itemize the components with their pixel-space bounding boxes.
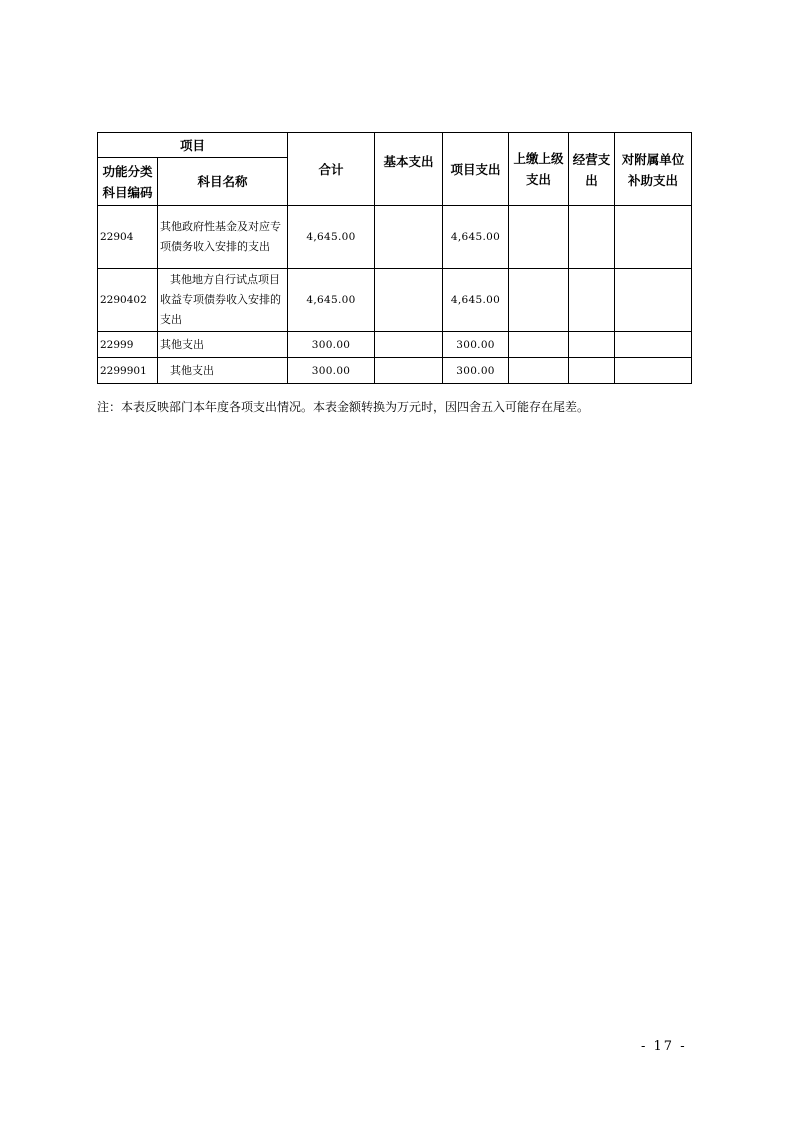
header-name: 科目名称 — [158, 158, 288, 206]
expenditure-table — [97, 132, 692, 384]
row-project: 300.00 — [443, 358, 509, 384]
row-name: 其他政府性基金及对应专项债务收入安排的支出 — [158, 206, 288, 269]
row-business — [569, 358, 615, 384]
row-business — [569, 206, 615, 269]
row-total: 4,645.00 — [288, 269, 375, 332]
row-business — [569, 269, 615, 332]
table-row — [98, 206, 692, 269]
table-footnote: 注：本表反映部门本年度各项支出情况。本表金额转换为万元时，因四舍五入可能存在尾差。 — [97, 400, 590, 414]
row-upper — [509, 332, 569, 358]
row-upper — [509, 358, 569, 384]
row-upper — [509, 206, 569, 269]
header-basic: 基本支出 — [375, 133, 443, 206]
row-business — [569, 332, 615, 358]
row-code: 22999 — [98, 332, 158, 358]
row-project: 4,645.00 — [443, 206, 509, 269]
row-project: 4,645.00 — [443, 269, 509, 332]
row-subsidy — [615, 332, 692, 358]
expenditure-table-container — [97, 132, 691, 384]
row-name-text: 其他地方自行试点项目收益专项债券收入安排的支出 — [160, 273, 281, 326]
row-code: 2290402 — [98, 269, 158, 332]
header-total: 合计 — [288, 133, 375, 206]
row-subsidy — [615, 206, 692, 269]
row-name: 其他支出 — [158, 332, 288, 358]
header-project-expense: 项目支出 — [443, 133, 509, 206]
page-number: - 17 - — [641, 1039, 687, 1054]
row-name: 其他支出 — [158, 358, 288, 384]
row-basic — [375, 269, 443, 332]
row-subsidy — [615, 269, 692, 332]
row-project: 300.00 — [443, 332, 509, 358]
header-upper: 上缴上级支出 — [509, 133, 569, 206]
header-business: 经营支出 — [569, 133, 615, 206]
table-row — [98, 358, 692, 384]
row-total: 300.00 — [288, 358, 375, 384]
row-basic — [375, 206, 443, 269]
row-upper — [509, 269, 569, 332]
row-total: 300.00 — [288, 332, 375, 358]
table-row — [98, 269, 692, 332]
header-subsidy: 对附属单位补助支出 — [615, 133, 692, 206]
row-total: 4,645.00 — [288, 206, 375, 269]
row-name — [158, 269, 288, 332]
row-basic — [375, 332, 443, 358]
row-code: 22904 — [98, 206, 158, 269]
header-code: 功能分类科目编码 — [98, 158, 158, 206]
row-code: 2299901 — [98, 358, 158, 384]
row-basic — [375, 358, 443, 384]
table-row — [98, 332, 692, 358]
row-subsidy — [615, 358, 692, 384]
header-project: 项目 — [98, 133, 288, 158]
